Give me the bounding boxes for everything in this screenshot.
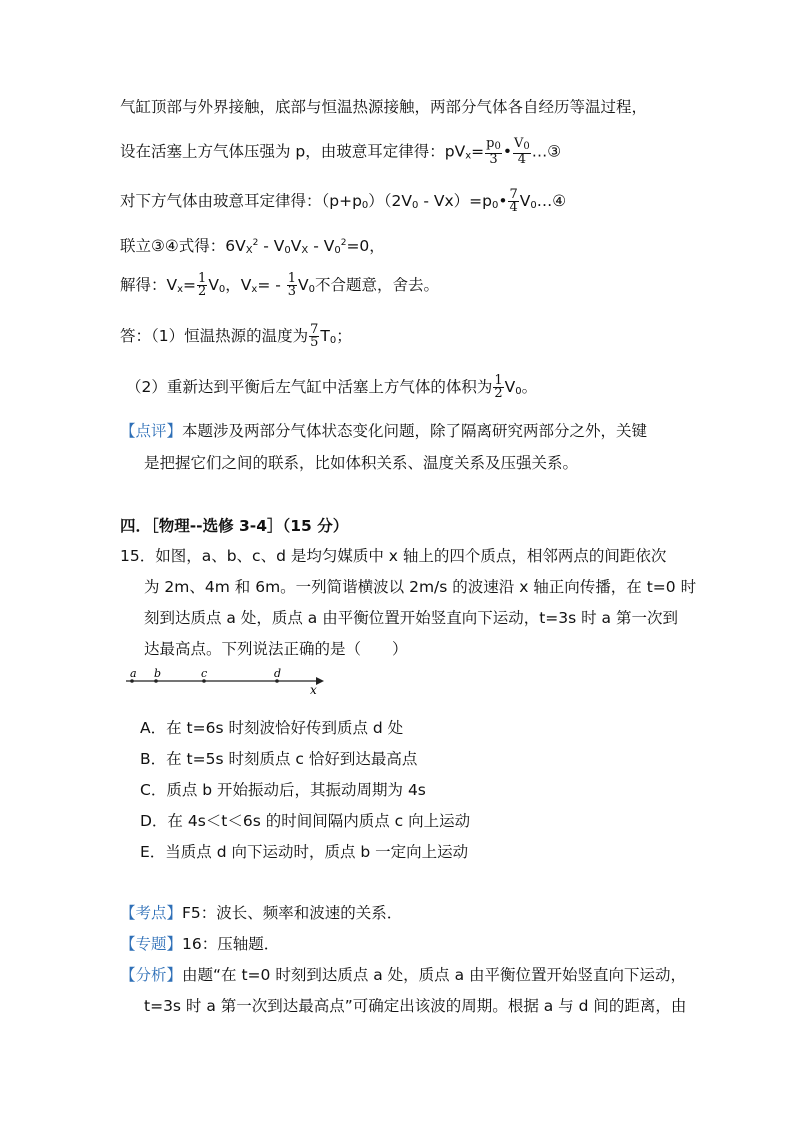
fenxi-tag: 【分析】: [120, 966, 183, 984]
fenxi-line-1: 【分析】由题“在 t=0 时刻到达质点 a 处，质点 a 由平衡位置开始竖直向下运动，: [120, 966, 687, 984]
zhuanti-line: 【专题】16：压轴题．: [120, 935, 280, 953]
fenxi-line-2: t=3s 时 a 第一次到达最高点”可确定出该波的周期。根据 a 与 d 间的距离，由: [144, 997, 687, 1015]
option-e: E．当质点 d 向下运动时，质点 b 一定向上运动: [140, 843, 469, 861]
section-title: 四．［物理--选修 3-4］（15 分）: [120, 517, 349, 535]
label-x: x: [310, 683, 317, 696]
fraction: $\frac{7}{5}$: [310, 322, 319, 350]
x-axis-arrow-icon: [316, 677, 324, 685]
fraction: $\frac{V_0}{4}$: [514, 136, 530, 167]
zhuanti-tag: 【专题】: [120, 935, 183, 953]
fraction: $\frac{1}{3}$: [287, 271, 297, 299]
question-line-1: 15．如图，a、b、c、d 是均匀媒质中 x 轴上的四个质点，相邻两点的间距依次: [120, 547, 667, 565]
question-line-3: 刻到达质点 a 处，质点 a 由平衡位置开始竖直向下运动，t=3s 时 a 第一次到: [144, 609, 678, 627]
kaodian-tag: 【考点】: [120, 904, 183, 922]
fraction: $\frac{p_0}{3}$: [486, 136, 501, 167]
question-line-4: 达最高点。下列说法正确的是（ ）: [144, 640, 408, 658]
review-line-1: 【点评】本题涉及两部分气体状态变化问题，除了隔离研究两部分之外，关键: [120, 422, 648, 440]
fraction: $\frac{1}{2}$: [198, 271, 207, 299]
option-d: D．在 4s＜t＜6s 的时间间隔内质点 c 向上运动: [140, 812, 471, 830]
label-d: d: [274, 667, 282, 680]
option-a: A．在 t=6s 时刻波恰好传到质点 d 处: [140, 719, 404, 737]
option-b: B．在 t=5s 时刻质点 c 恰好到达最高点: [140, 750, 418, 768]
fraction: $\frac{1}{2}$: [494, 373, 503, 401]
label-c: c: [201, 667, 208, 680]
solution-line-4: 联立③④式得：$6V_X^2 - V_0V_X - V_0^2=0$，: [120, 237, 385, 256]
question-line-2: 为 2m、4m 和 6m。一列简谐横波以 2m/s 的波速沿 x 轴正向传播，在 t=0 时: [144, 578, 697, 596]
solution-line-2: 设在活塞上方气体压强为 p，由玻意耳定律得：$pV_x=$ $\frac{p_0}{3}$ • $\frac{V_0}{4}$ …③: [120, 136, 562, 167]
label-b: b: [154, 667, 162, 680]
solution-line-3: 对下方气体由玻意耳定律得：$(p+p_0)(2V_0$ - $Vx)=p_0•$ $\frac{7}{4}$ $V_0\dots ④$: [120, 187, 567, 215]
solution-line-5: 解得：$V_x=$ $\frac{1}{2}$ $V_0$，$V_x=$ - $\frac{1}{3}$ $V_0$不合题意，舍去。: [120, 271, 440, 299]
label-a: a: [130, 667, 137, 680]
wave-axis-figure: [120, 664, 330, 696]
answer-line-2: （2）重新达到平衡后左气缸中活塞上方气体的体积为 $\frac{1}{2}$ $V_0$。: [126, 373, 538, 401]
fraction: $\frac{7}{4}$: [509, 187, 518, 215]
answer-line-1: 答：（1）恒温热源的温度为 $\frac{7}{5}$ $T_0$；: [120, 322, 352, 350]
review-tag: 【点评】: [120, 422, 183, 440]
review-line-2: 是把握它们之间的联系，比如体积关系、温度关系及压强关系。: [144, 454, 579, 472]
kaodian-line: 【考点】F5：波长、频率和波速的关系．: [120, 904, 403, 922]
option-c: C．质点 b 开始振动后，其振动周期为 4s: [140, 781, 426, 799]
solution-line-1: 气缸顶部与外界接触，底部与恒温热源接触，两部分气体各自经历等温过程，: [120, 98, 648, 116]
